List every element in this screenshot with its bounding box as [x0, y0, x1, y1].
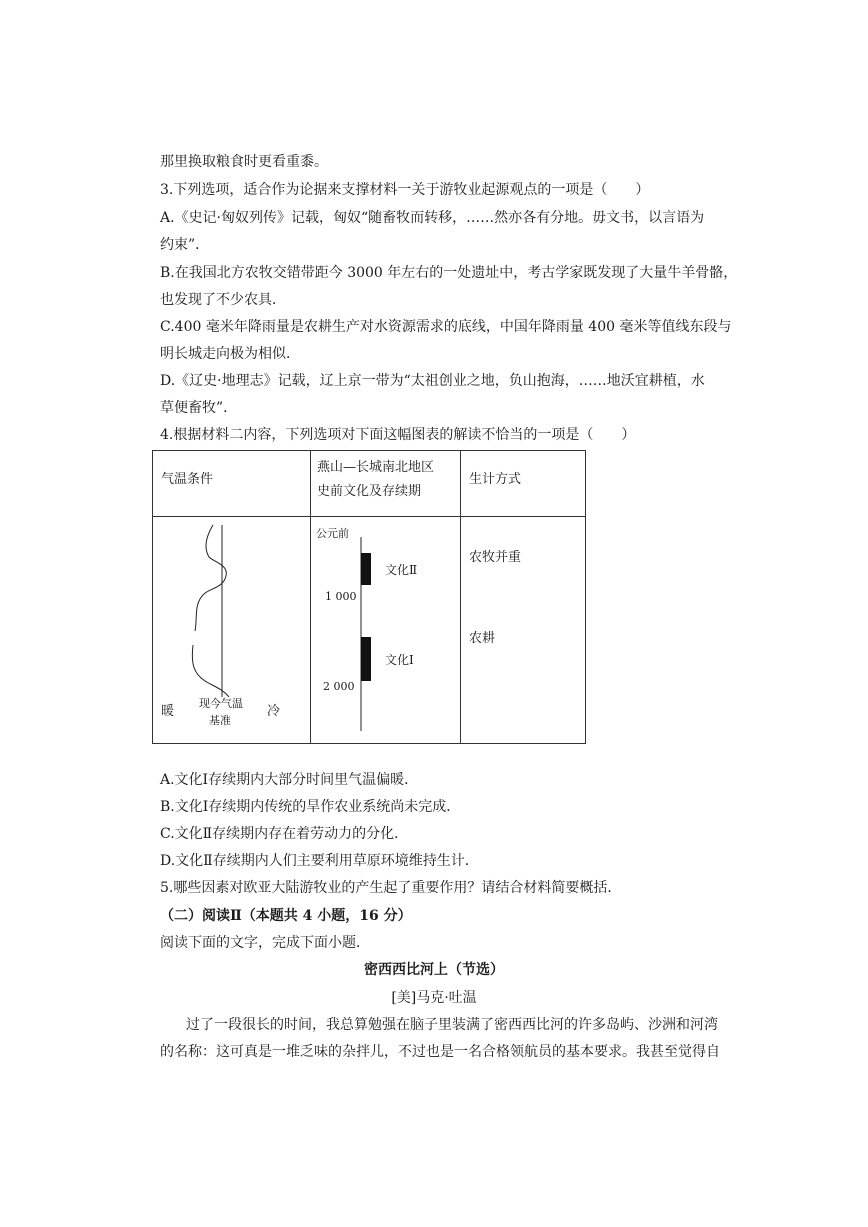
- mode-mixed: 农牧并重: [469, 550, 522, 565]
- tick-1000: 1 000: [325, 590, 357, 603]
- passage-line-2: 的名称：这可真是一堆乏味的杂拌儿，不过也是一名合格领航员的基本要求。我甚至觉得自: [160, 1044, 720, 1060]
- text-line: 那里换取粮食时更看重黍。: [160, 154, 328, 170]
- label-culture-1: 文化Ⅰ: [385, 653, 414, 667]
- q4-option-a: A.文化Ⅰ存续期内大部分时间里气温偏暖．: [160, 772, 419, 788]
- instructions: 阅读下面的文字，完成下面小题．: [160, 935, 370, 951]
- q3-option-a-cont: 约束”．: [160, 237, 210, 253]
- timeline-axis: [311, 517, 460, 743]
- question-3: 3.下列选项，适合作为论据来支撑材料一关于游牧业起源观点的一项是（ ）: [160, 182, 650, 198]
- q3-option-c-cont: 明长城走向极为相似．: [160, 346, 300, 362]
- mode-farming: 农耕: [469, 631, 496, 646]
- tick-2000: 2 000: [323, 680, 355, 693]
- header-temperature: 气温条件: [161, 472, 214, 487]
- label-culture-2: 文化Ⅱ: [385, 563, 418, 577]
- label-baseline: 现今气温: [199, 697, 243, 710]
- q3-option-b: B.在我国北方农牧交错带距今 3000 年左右的一处遗址中，考古学家既发现了大量牛羊骨骼，: [160, 265, 738, 281]
- section-heading: （二）阅读Ⅱ（本题共 4 小题，16 分）: [160, 908, 412, 924]
- passage-author: [美]马克·吐温: [391, 990, 477, 1006]
- label-cold: 冷: [267, 704, 281, 719]
- q3-option-d-cont: 草便畜牧”．: [160, 400, 238, 416]
- q4-option-c: C.文化Ⅱ存续期内存在着劳动力的分化．: [160, 826, 409, 842]
- q3-option-b-cont: 也发现了不少农具．: [160, 292, 286, 308]
- chart-table: [152, 450, 586, 744]
- q3-option-a: A.《史记·匈奴列传》记载，匈奴“随畜牧而转移，……然亦各有分地。毋文书，以言语为: [160, 210, 705, 226]
- q4-option-d: D.文化Ⅱ存续期内人们主要利用草原环境维持生计．: [160, 853, 479, 869]
- q3-option-c: C.400 毫米年降雨量是农耕生产对水资源需求的底线，中国年降雨量 400 毫米等值线东段与: [160, 319, 732, 335]
- passage-line-1: 过了一段很长的时间，我总算勉强在脑子里装满了密西西比河的许多岛屿、沙洲和河湾: [186, 1017, 718, 1033]
- q4-option-b: B.文化Ⅰ存续期内传统的旱作农业系统尚未完成．: [160, 799, 461, 815]
- header-region: 燕山—长城南北地区: [317, 460, 435, 475]
- question-4: 4.根据材料二内容，下列选项对下面这幅图表的解读不恰当的一项是（ ）: [160, 427, 636, 443]
- header-culture-period: 史前文化及存续期: [317, 484, 422, 499]
- label-bce: 公元前: [316, 527, 349, 540]
- label-baseline-2: 基准: [209, 714, 231, 727]
- header-livelihood: 生计方式: [469, 472, 522, 487]
- question-5: 5.哪些因素对欧亚大陆游牧业的产生起了重要作用？请结合材料简要概括．: [160, 880, 622, 896]
- passage-title: 密西西比河上（节选）: [364, 962, 504, 978]
- q3-option-d: D.《辽史·地理志》记载，辽上京一带为“太祖创业之地，负山抱海，……地沃宜耕植，水: [160, 373, 705, 389]
- label-warm: 暖: [161, 704, 175, 719]
